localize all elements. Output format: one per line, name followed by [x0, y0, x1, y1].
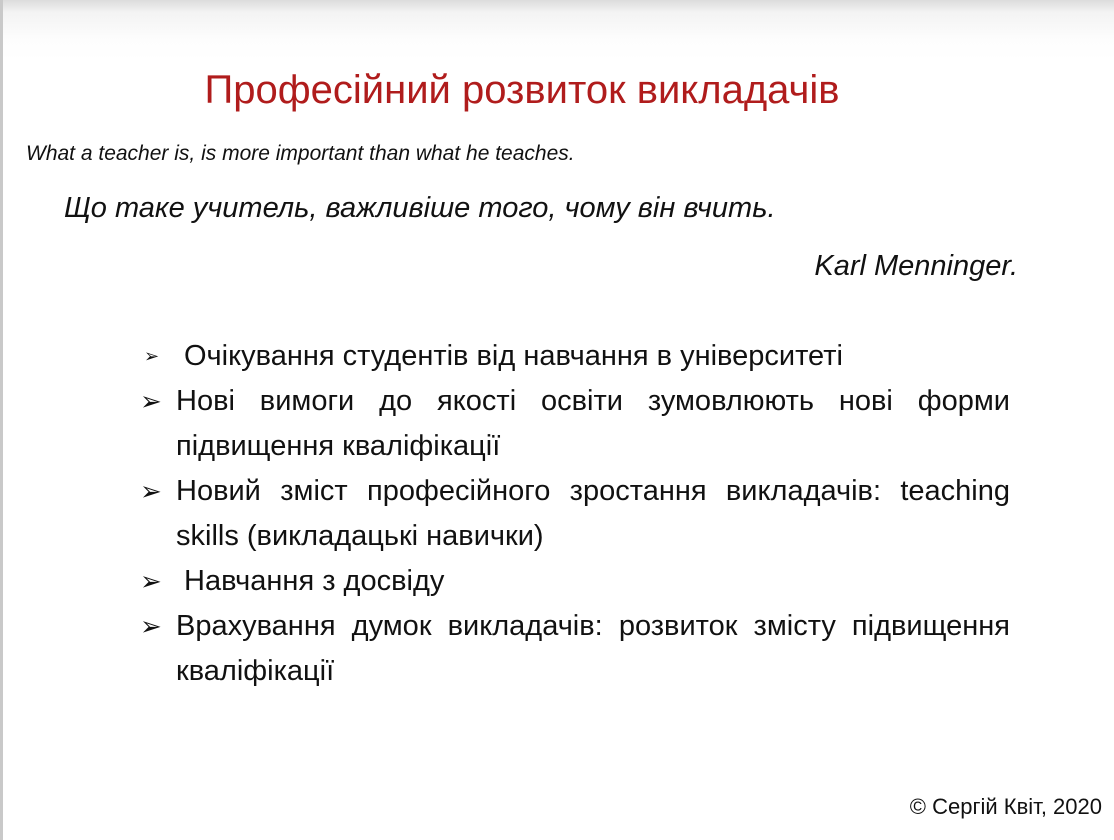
list-item	[140, 559, 1010, 604]
arrow-bullet-icon: ➢	[140, 476, 162, 506]
copyright-notice: © Сергій Квіт, 2020	[909, 794, 1102, 819]
bullet-text: Нові вимоги до якості освіти зумовлюють нові форми підвищення кваліфікації	[176, 385, 1010, 462]
quote-english: What a teacher is, is more important than what he teaches.	[26, 142, 575, 165]
quote-ukrainian: Що таке учитель, важливіше того, чому він вчить.	[64, 192, 776, 224]
arrow-bullet-icon: ➢	[140, 386, 162, 416]
bullet-text: Очікування студентів від навчання в університеті	[184, 340, 843, 372]
list-item	[140, 469, 1010, 559]
quote-author: Karl Menninger.	[814, 250, 1018, 282]
arrow-bullet-icon: ➢	[144, 346, 160, 366]
list-item	[140, 604, 1010, 694]
bullet-text: Навчання з досвіду	[184, 565, 445, 597]
slide-title: Професійний розвиток викладачів	[204, 68, 840, 112]
list-item	[140, 334, 1010, 379]
list-item	[140, 379, 1010, 469]
bullet-list	[140, 334, 1010, 694]
arrow-bullet-icon: ➢	[140, 566, 162, 596]
bullet-text: Новий зміст професійного зростання викладачів: teaching skills (викладацькі навички)	[176, 475, 1010, 552]
arrow-bullet-icon: ➢	[140, 611, 162, 641]
bullet-text: Врахування думок викладачів: розвиток змісту підвищення кваліфікації	[176, 610, 1010, 687]
